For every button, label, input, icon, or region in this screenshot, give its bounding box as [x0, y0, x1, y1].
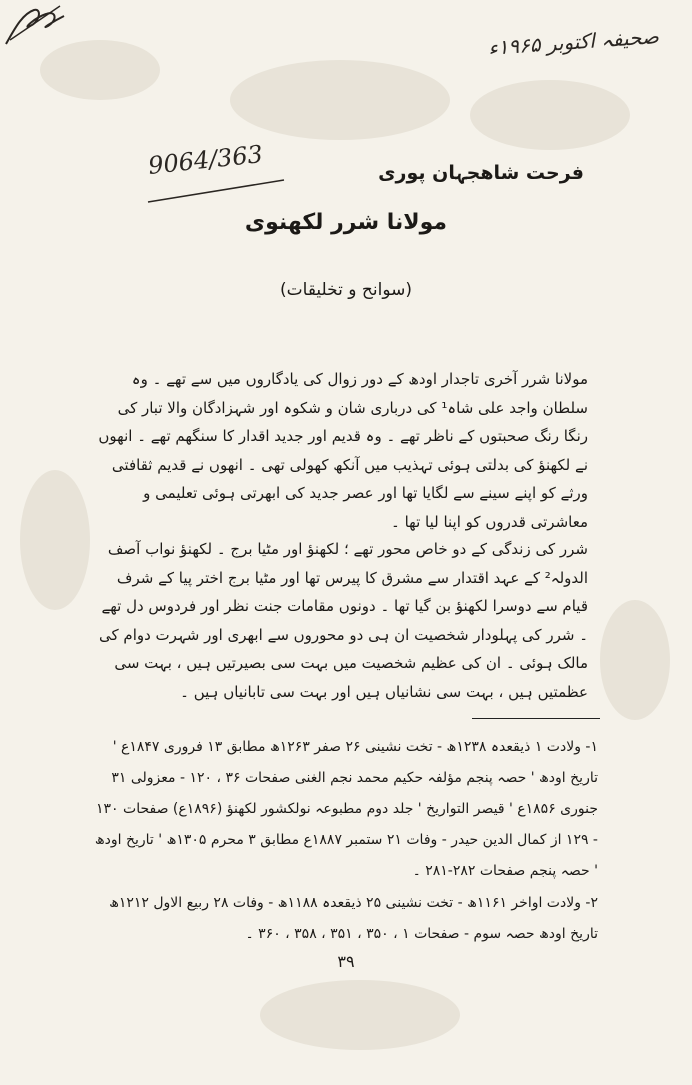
paper-stain — [230, 60, 450, 140]
footnote: ۲- ولادت اواخر ۱۱۶۱ھ - تخت نشینی ۲۵ ذیقعدہ ۱۱۸۸ھ - وفات ۲۸ ربیع الاول ۱۲۱۲ھ تاریخ اودھ حصہ سوم - صفحات ۱ ، ۳۵۰ ، ۳۵۱ ، ۳۵۸ ، ۳۶۰ ۔ — [109, 895, 598, 942]
manuscript-number: 9064/363 — [146, 140, 265, 180]
signature-scribble — [0, 0, 70, 50]
paper-stain — [600, 600, 670, 720]
handwritten-annotation: صحيفہ اکتوبر ۱۹۶۵ء — [487, 24, 660, 60]
paper-stain — [470, 80, 630, 150]
paper-stain — [20, 470, 90, 610]
footnote-divider — [472, 718, 600, 719]
page-number: ۳۹ — [337, 952, 355, 971]
body-paragraph: مولانا شرر آخری تاجدار اودھ کے دور زوال کی یادگاروں میں سے تھے ۔ وہ سلطان واجد علی شاہ¹ کی درباری شان و شکوہ اور شہزادگان والا تبار کی رنگا رنگ صحبتوں کے ناظر تھے ۔ وہ قدیم اور جدید اقدار کا سنگھم تھے ۔ انھوں نے لکھنؤ کی بدلتی ہوئی تہذیب میں آنکھ کھولی تھی ۔ انھوں نے قدیم ثقافتی ورثے کو اپنے سینے سے لگایا تھا اور عصر جدید کی ابھرتی ہوئی تعلیمی و معاشرتی قدروں کو اپنا لیا تھا ۔ — [98, 370, 588, 531]
author-name: فرحت شاهجہان پوری — [378, 162, 584, 184]
body-paragraph: شرر کی زندگی کے دو خاص محور تھے ؛ لکھنؤ اور مٹیا برج ۔ لکھنؤ نواب آصف الدولہ² کے عہد اقتدار سے مشرق کا پیرس تھا اور مٹیا برج اختر پیا کے شرف قیام سے دوسرا لکھنؤ بن گیا تھا ۔ دونوں مقامات جنت نظر اور فردوس دل تھے ۔ شرر کی پہلودار شخصیت ان ہی دو محوروں سے ابھری اور شہرت دوام کی مالک ہوئی ۔ ان کی عظیم شخصیت میں بہت سی بصیرتیں ہیں ، بہت سی عظمتیں ہیں ، بہت سی نشانیاں ہیں اور بہت سی تابانیاں ہیں ۔ — [99, 540, 588, 701]
footnote: ۱- ولادت ۱ ذیقعدہ ۱۲۳۸ھ - تخت نشینی ۲۶ صفر ۱۲۶۳ھ مطابق ۱۳ فروری ۱۸۴۷ع ' تاریخ اودھ ' حصہ پنجم مؤلفہ حکیم محمد نجم الغنی صفحات ۳۶ ، ۱۲۰ - معزولی ۳۱ جنوری ۱۸۵۶ع ' قیصر التواریخ ' جلد دوم مطبوعہ نولکشور لکھنؤ (۱۸۹۶ع) صفحات ۱۳۰ - ۱۲۹ از کمال الدین حیدر - وفات ۲۱ ستمبر ۱۸۸۷ع مطابق ۳ محرم ۱۳۰۵ھ ' تاریخ اودھ ' حصہ پنجم صفحات ۲۸۲-۲۸۱ ۔ — [94, 739, 598, 879]
underline-stroke — [146, 176, 286, 206]
paper-stain — [260, 980, 460, 1050]
article-title: مولانا شرر لکھنوی — [244, 210, 448, 235]
paper-stain — [40, 40, 160, 100]
article-subtitle: (سوانح و تخلیقات) — [280, 280, 412, 300]
